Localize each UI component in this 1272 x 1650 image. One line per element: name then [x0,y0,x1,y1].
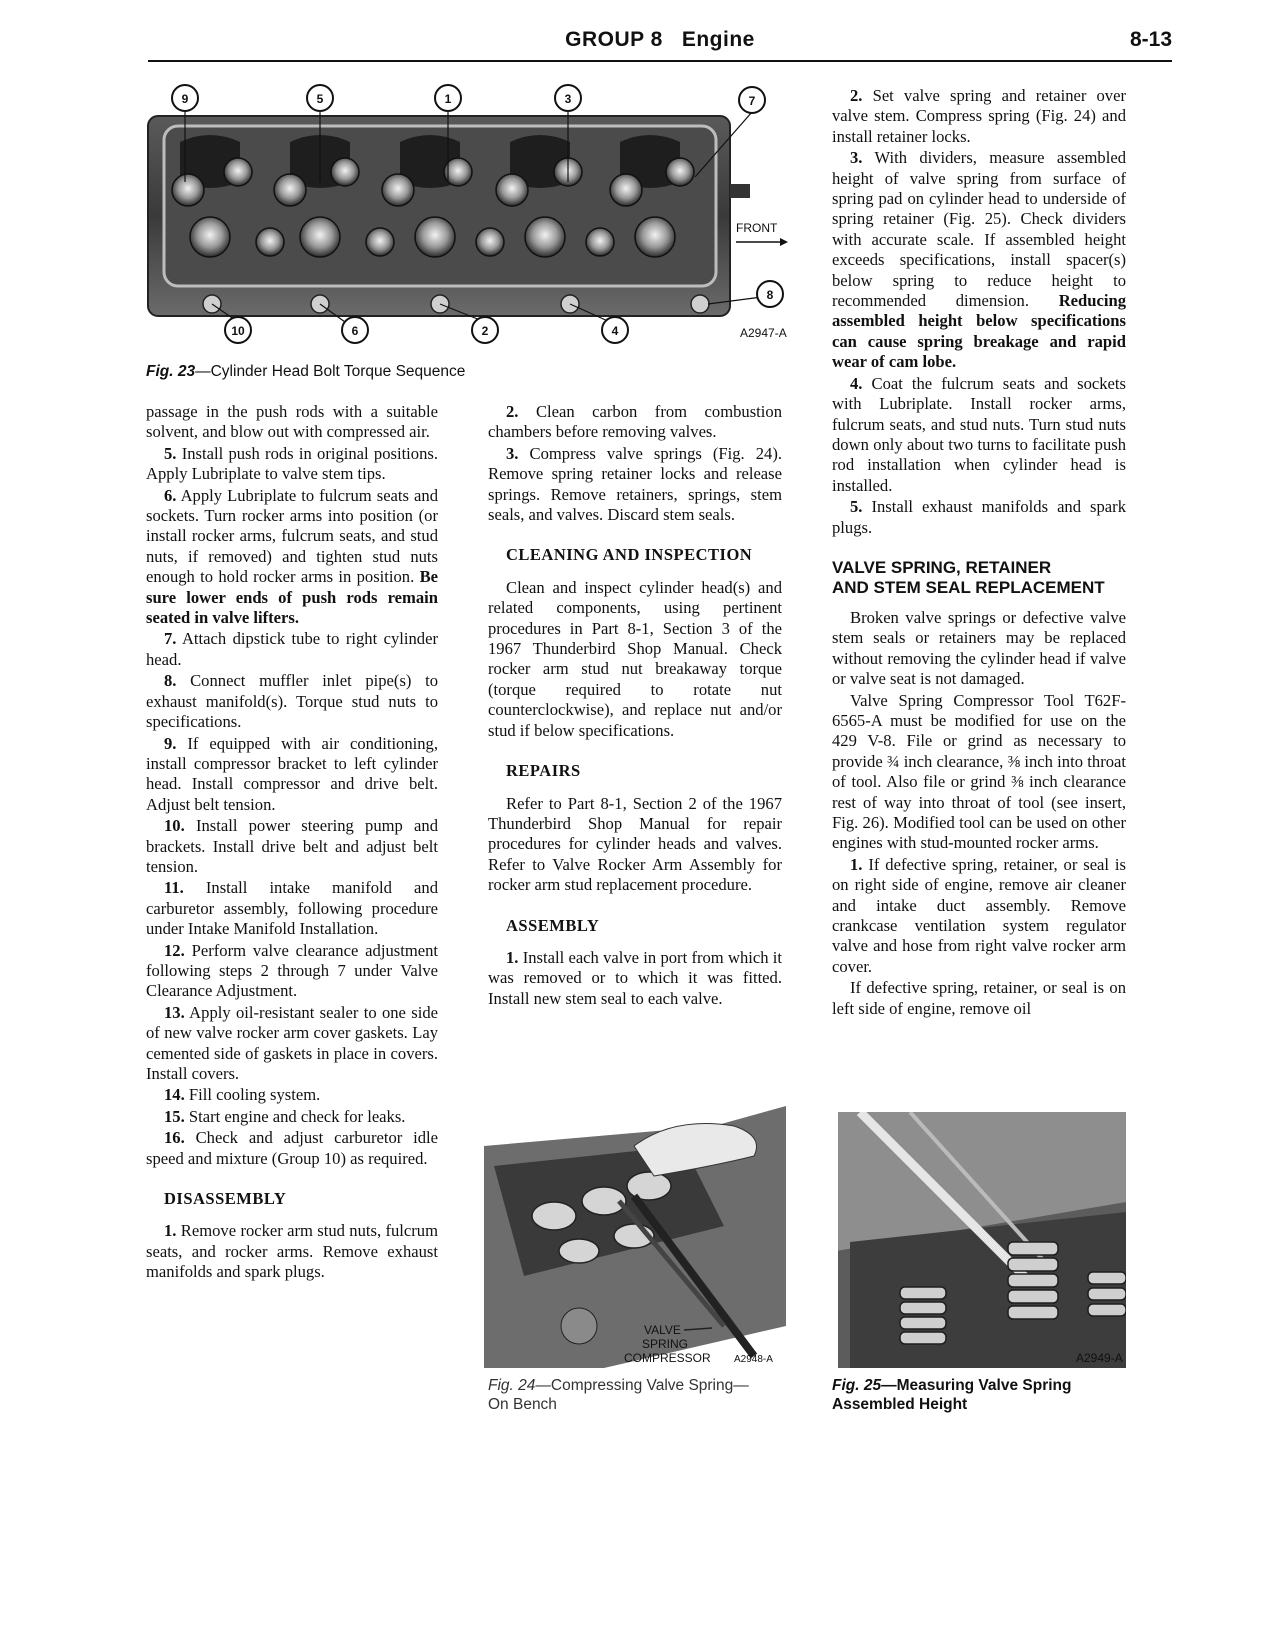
step-6: 6. Apply Lubriplate to fulcrum seats and sockets. Turn rocker arms into position (or install rocker arms, fulcrum seats, and stud nuts, if removed) and tighten stud nuts enough to hold rocker arms in position. Be sure lower ends of push rods remain seated in valve lifters. [146,485,438,628]
callout-10: 10 [231,324,245,338]
callout-8: 8 [766,288,774,302]
disassembly-heading: DISASSEMBLY [164,1189,287,1209]
assembly-step-3: 3. With dividers, measure assembled height of valve spring from surface of spring pad on cylinder head to underside of spring retainer (Fig. 25). Check dividers with accurate scale. If assembled height exceeds specifications, install spacer(s) below spring to reduce height to recommended dimension. Reducing assembled height below specifications can cause spring breakage and rapid wear of cam lobe. [832,148,1126,372]
fig24-label-valve: VALVE [644,1323,681,1337]
callout-3: 3 [564,92,572,106]
assembly-step-1: 1. Install each valve in port from which it was removed or to which it was fitted. Install new stem seal to each valve. [488,947,782,1008]
step-5: 5. Install push rods in original positions. Apply Lubriplate to valve stem tips. [146,443,438,484]
callout-6: 6 [351,324,359,338]
fig24-label-spring: SPRING [642,1337,689,1351]
paragraph: passage in the push rods with a suitable solvent, and blow out with compressed air. [146,402,438,442]
paragraph: Valve Spring Compressor Tool T62F-6565-A must be modified for use on the 429 V-8. File or grind as necessary to provide ¾ inch clearance, ⅜ inch into throat of tool. Also file or grind ⅜ inch clearance rest of way into throat of tool (see insert, Fig. 26). Modified tool can be used on other engines with stud-mounted rocker arms. [832,690,1126,853]
repairs-paragraph: Refer to Part 8-1, Section 2 of the 1967 Thunderbird Shop Manual for repair procedures for cylinder heads and valves. Refer to Valve Rocker Arm Assembly for rocker arm stud replacement procedure. [488,793,782,895]
page-header [148,24,1172,62]
fig24-label-compressor: COMPRESSOR [624,1351,711,1365]
fig24-caption: Fig. 24—Compressing Valve Spring— On Bench [488,1377,749,1413]
fig23-code: A2947-A [740,326,787,340]
callout-7: 7 [748,94,756,108]
step-11: 11. Install intake manifold and carburetor assembly, following procedure under Intake Manifold Installation. [146,878,438,939]
fig25-measuring-spring-height-photo [830,1112,1126,1368]
step-15: 15. Start engine and check for leaks. [164,1106,406,1126]
valve-spring-replacement-heading: VALVE SPRING, RETAINER AND STEM SEAL REPLACEMENT [832,557,1105,597]
paragraph: Broken valve springs or defective valve stem seals or retainers may be replaced without removing the cylinder head if valve or valve seat is not damaged. [832,607,1126,689]
step-14: 14. Fill cooling system. [164,1085,321,1105]
callout-4: 4 [611,324,619,338]
fig25-code: A2949-A [1076,1351,1123,1365]
cleaning-paragraph: Clean and inspect cylinder head(s) and related components, using pertinent procedures in Part 8-1, Section 3 of the 1967 Thunderbird Shop Manual. Check rocker arm stud nut breakaway torque (torque required to rotate nut counterclockwise), and replace nut and/or stud if below specifications. [488,577,782,740]
assembly-heading: ASSEMBLY [506,915,600,935]
callout-9: 9 [181,92,189,106]
fig23-cylinder-head-photo [140,82,800,352]
column-1 [146,402,438,1284]
assembly-step-4: 4. Coat the fulcrum seats and sockets with Lubriplate. Install rocker arms, fulcrum seats, and stud nuts. Turn stud nuts down only about two turns to facilitate push rod installation when cylinder head is installed. [832,373,1126,495]
fig23-caption: Fig. 23—Cylinder Head Bolt Torque Sequence [146,363,466,380]
callout-2: 2 [481,324,489,338]
disassembly-step-1: 1. Remove rocker arm stud nuts, fulcrum seats, and rocker arms. Remove exhaust manifolds and spark plugs. [146,1221,438,1282]
group-label: GROUP 8 [565,28,663,51]
step-13: 13. Apply oil-resistant sealer to one side of new valve rocker arm cover gaskets. Lay cemented side of gaskets in place in covers. Install covers. [146,1002,438,1083]
fig23-front-label: FRONT [736,221,778,235]
running-title [148,28,1172,52]
assembly-step-5: 5. Install exhaust manifolds and spark plugs. [832,497,1126,537]
fig24-code: A2948-A [734,1354,773,1365]
step-10: 10. Install power steering pump and brackets. Install drive belt and adjust belt tension. [146,816,438,876]
cleaning-inspection-heading: CLEANING AND INSPECTION [506,545,753,565]
disassembly-step-3: 3. Compress valve springs (Fig. 24). Remove spring retainer locks and release springs. Remove retainers, springs, stem seals, and valves. Discard stem seals. [488,443,782,525]
step-12: 12. Perform valve clearance adjustment following steps 2 through 7 under Valve Clearance Adjustment. [146,940,438,1001]
step-7: 7. Attach dipstick tube to right cylinder head. [146,629,438,669]
repairs-heading: REPAIRS [506,761,581,781]
step-8: 8. Connect muffler inlet pipe(s) to exhaust manifold(s). Torque stud nuts to specifications. [146,671,438,732]
fig24-valve-spring-compressor-photo [484,1106,786,1368]
column-2 [488,402,782,1010]
page-number: 8-13 [1129,28,1172,51]
fig25-caption: Fig. 25—Measuring Valve Spring Assembled Height [832,1377,1072,1413]
column-3 [832,86,1126,1020]
callout-1: 1 [444,92,452,106]
step-9: 9. If equipped with air conditioning, install compressor bracket to left cylinder head. Install compressor and drive belt. Adjust belt tension. [146,733,438,814]
callout-5: 5 [316,92,324,106]
step-16: 16. Check and adjust carburetor idle speed and mixture (Group 10) as required. [146,1128,438,1168]
assembly-step-2: 2. Set valve spring and retainer over valve stem. Compress spring (Fig. 24) and install retainer locks. [832,86,1126,146]
disassembly-step-2: 2. Clean carbon from combustion chambers before removing valves. [488,402,782,442]
paragraph: If defective spring, retainer, or seal is on left side of engine, remove oil [832,978,1126,1018]
section-label: Engine [681,28,755,51]
replacement-step-1: 1. If defective spring, retainer, or seal is on right side of engine, remove air cleaner and intake duct assembly. Remove crankcase ventilation system regulator valve and hose from right valve rocker arm cover. [832,854,1126,976]
